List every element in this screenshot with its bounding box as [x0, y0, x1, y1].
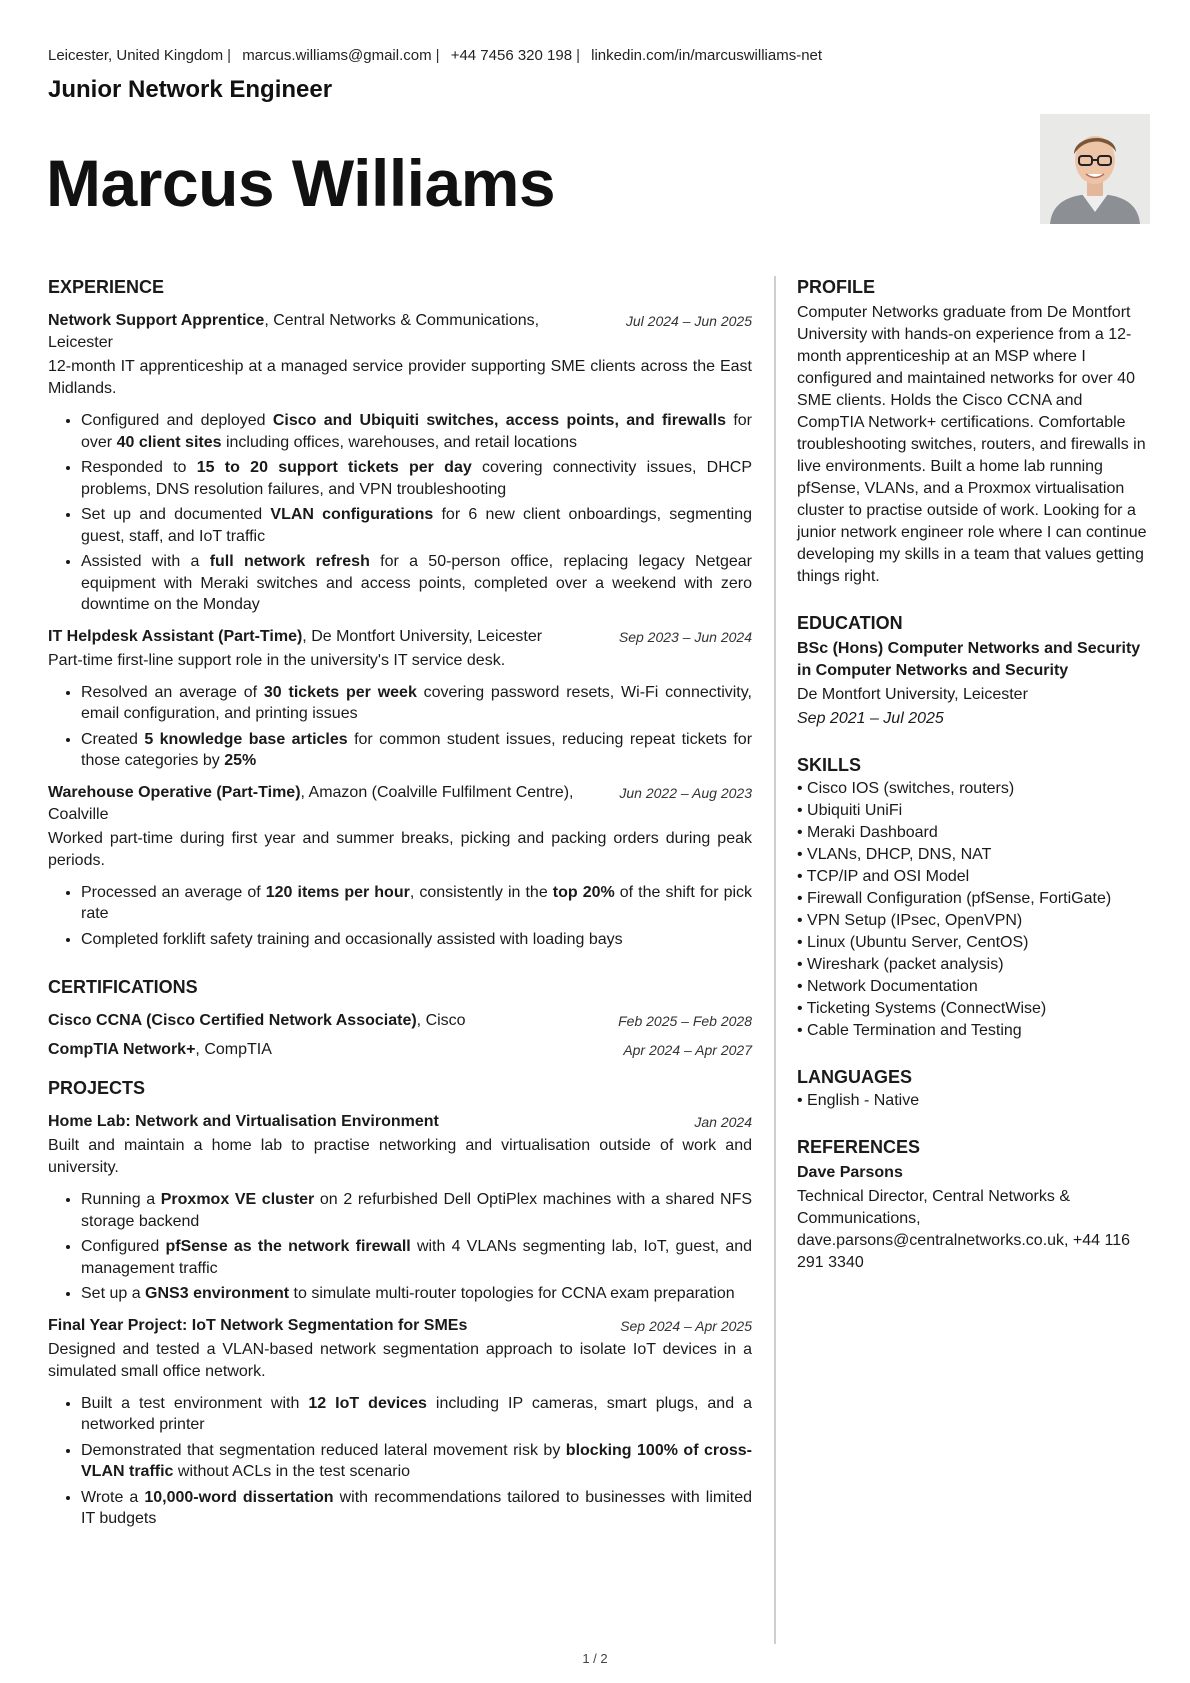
skill-item: • Linux (Ubuntu Server, CentOS)	[797, 932, 1149, 954]
contact-location: Leicester, United Kingdom	[48, 47, 224, 64]
entry	[48, 782, 752, 951]
certification-item	[48, 1039, 752, 1061]
bullet-highlight: GNS3 environment	[145, 1285, 290, 1302]
profile-photo	[1040, 114, 1150, 224]
bullet-text: of the shift for pick rate	[81, 883, 753, 922]
entry-bullets	[48, 1393, 752, 1530]
section-title-profile: PROFILE	[797, 277, 876, 297]
skill-item: • Cisco IOS (switches, routers)	[797, 778, 1149, 800]
section-title-projects: PROJECTS	[48, 1078, 146, 1098]
contact-email[interactable]: marcus.williams@gmail.com	[242, 47, 432, 64]
bullet-text: , consistently in the	[409, 883, 553, 901]
entry-role: Warehouse Operative (Part-Time)	[48, 783, 301, 801]
entry-description: Part-time first-line support role in the university's IT service desk.	[48, 651, 506, 669]
certification-item	[48, 1010, 752, 1032]
certification-date: Apr 2024 – Apr 2027	[623, 1042, 752, 1058]
entry-organization: , Central Networks & Communications, Leicester	[48, 312, 540, 351]
entry-date: Jan 2024	[694, 1114, 752, 1130]
education-school: De Montfort University, Leicester	[797, 686, 1028, 703]
bullet-text: including IP cameras, smart plugs, and a networked printer	[81, 1394, 752, 1433]
certification-name: Cisco CCNA (Cisco Certified Network Associate)	[48, 1012, 417, 1029]
section-title-references: REFERENCES	[797, 1137, 921, 1157]
bullet-text: Resolved an average of	[81, 683, 264, 701]
bullet-item	[81, 551, 752, 616]
bullet-item	[81, 457, 752, 500]
certification-issuer: , Cisco	[416, 1012, 466, 1029]
bullet-text: with 4 VLANs segmenting lab, IoT, guest, and management traffic	[81, 1238, 753, 1277]
entry-bullets	[48, 410, 752, 616]
bullet-highlight: top 20%	[552, 883, 615, 901]
bullet-highlight: 5 knowledge base articles	[144, 730, 348, 748]
entry-date: Sep 2024 – Apr 2025	[620, 1317, 752, 1334]
reference-details: Technical Director, Central Networks & Communications, dave.parsons@centralnetworks.co.uk, +44 116 291 3340	[797, 1188, 1131, 1271]
education-date: Sep 2021 – Jul 2025	[797, 710, 944, 727]
bullet-item	[81, 1393, 752, 1436]
bullet-text: Completed forklift safety training and occasionally assisted with loading bays	[81, 930, 623, 948]
entry-date: Jun 2022 – Aug 2023	[619, 784, 752, 801]
skill-item: • Network Documentation	[797, 976, 1149, 998]
candidate-name: Marcus Williams	[46, 146, 556, 220]
bullet-highlight: full network refresh	[209, 553, 370, 570]
bullet-item	[81, 1236, 752, 1279]
experience-section	[48, 276, 752, 950]
contact-bar	[48, 47, 822, 64]
bullet-text: Running a	[81, 1191, 161, 1208]
bullet-text: for over	[81, 412, 752, 451]
bullet-text: Wrote a	[81, 1488, 145, 1506]
entry	[48, 1315, 752, 1530]
skill-item: • Firewall Configuration (pfSense, FortiGate)	[797, 888, 1149, 910]
contact-phone[interactable]: +44 7456 320 198	[450, 47, 573, 64]
entry-role: Home Lab: Network and Virtualisation Environment	[48, 1113, 439, 1130]
entry-description: Designed and tested a VLAN-based network segmentation approach to isolate IoT devices in a simulated small office network.	[48, 1340, 752, 1380]
entry-header	[48, 626, 752, 648]
bullet-item	[81, 682, 752, 725]
bullet-text: Set up and documented	[81, 506, 271, 523]
skill-item: • TCP/IP and OSI Model	[797, 866, 1149, 888]
entry-header	[48, 1111, 752, 1133]
skill-item: • Ticketing Systems (ConnectWise)	[797, 998, 1149, 1020]
projects-section	[48, 1077, 752, 1530]
entry-header	[48, 782, 752, 826]
reference-name: Dave Parsons	[797, 1164, 903, 1181]
page-number: 1 / 2	[582, 1651, 608, 1666]
skill-item: • Meraki Dashboard	[797, 822, 1149, 844]
bullet-text: Configured and deployed	[81, 412, 273, 429]
entry-role: IT Helpdesk Assistant (Part-Time)	[48, 627, 303, 645]
bullet-highlight: 120 items per hour	[265, 883, 410, 901]
entry-header	[48, 1315, 752, 1337]
bullet-highlight: 30 tickets per week	[263, 683, 417, 701]
bullet-text: covering connectivity issues, DHCP problems, DNS resolution failures, and VPN troubleshooting	[81, 459, 753, 498]
bullet-text: on 2 refurbished Dell OptiPlex machines with a shared NFS storage backend	[81, 1191, 753, 1230]
bullet-item	[81, 929, 752, 951]
bullet-highlight: 15 to 20 support tickets per day	[196, 459, 472, 476]
bullet-highlight: 10,000-word dissertation	[144, 1488, 334, 1506]
bullet-text: for 6 new client onboardings, segmenting guest, staff, and IoT traffic	[81, 506, 752, 545]
certifications-list	[48, 1010, 752, 1061]
bullet-highlight: VLAN configurations	[270, 506, 434, 523]
contact-separator: |	[576, 47, 580, 64]
bullet-highlight: Cisco and Ubiquiti switches, access points, and firewalls	[272, 412, 726, 429]
entry-bullets	[48, 1189, 752, 1305]
bullet-text: Built a test environment with	[81, 1394, 309, 1412]
contact-separator: |	[227, 47, 232, 64]
skill-item: • Cable Termination and Testing	[797, 1020, 1149, 1042]
languages-section	[797, 1066, 1149, 1112]
entry-role: Network Support Apprentice	[48, 312, 265, 329]
skill-item: • VPN Setup (IPsec, OpenVPN)	[797, 910, 1149, 932]
skill-item: • VLANs, DHCP, DNS, NAT	[797, 844, 1149, 866]
bullet-item	[81, 1440, 752, 1483]
bullet-text: for a 50-person office, replacing legacy Netgear equipment with Meraki switches and access points, completed over a weekend with zero downtime on the Monday	[81, 553, 752, 613]
languages-list	[797, 1090, 1149, 1112]
entry-role: Final Year Project: IoT Network Segmentation for SMEs	[48, 1316, 468, 1334]
entry	[48, 310, 752, 616]
certifications-section	[48, 976, 752, 1061]
bullet-text: Processed an average of	[81, 883, 266, 901]
bullet-text: without ACLs in the test scenario	[173, 1463, 411, 1480]
entry-date: Sep 2023 – Jun 2024	[618, 628, 752, 645]
section-title-skills: SKILLS	[797, 755, 862, 775]
experience-list	[48, 310, 752, 950]
bullet-highlight: 25%	[224, 752, 257, 769]
entry-organization: , De Montfort University, Leicester	[302, 627, 543, 645]
entry	[48, 626, 752, 772]
bullet-text: Configured	[81, 1238, 166, 1255]
bullet-text: Set up a	[81, 1285, 146, 1302]
column-divider	[774, 276, 776, 1644]
bullet-item	[81, 1189, 752, 1232]
contact-separator: |	[435, 47, 440, 64]
bullet-text: Assisted with a	[81, 553, 210, 570]
skills-list	[797, 778, 1149, 1042]
entry-organization: , Amazon (Coalville Fulfilment Centre), Coalville	[48, 783, 574, 823]
certification-issuer: , CompTIA	[195, 1041, 272, 1058]
section-title-languages: LANGUAGES	[797, 1067, 913, 1087]
bullet-highlight: 12 IoT devices	[308, 1394, 427, 1412]
bullet-text: Responded to	[81, 459, 197, 476]
section-title-experience: EXPERIENCE	[48, 277, 165, 297]
skill-item: • Ubiquiti UniFi	[797, 800, 1149, 822]
bullet-text: with recommendations tailored to businesses with limited IT budgets	[81, 1488, 753, 1527]
bullet-text: Created	[81, 730, 145, 748]
bullet-item	[81, 504, 752, 547]
entry-description: Built and maintain a home lab to practise networking and virtualisation outside of work and university.	[48, 1137, 752, 1176]
bullet-highlight: blocking 100% of cross-VLAN traffic	[81, 1441, 752, 1480]
sidebar-column	[797, 276, 1149, 1298]
section-title-education: EDUCATION	[797, 613, 903, 633]
section-title-certifications: CERTIFICATIONS	[48, 977, 198, 997]
skill-item: • Wireshark (packet analysis)	[797, 954, 1149, 976]
language-item: • English - Native	[797, 1090, 1149, 1112]
projects-list	[48, 1111, 752, 1530]
bullet-text: for common student issues, reducing repeat tickets for those categories by	[81, 730, 753, 769]
bullet-item	[81, 1283, 752, 1305]
bullet-highlight: Proxmox VE cluster	[160, 1191, 315, 1208]
bullet-text: including offices, warehouses, and retail locations	[221, 433, 577, 451]
bullet-highlight: 40 client sites	[116, 433, 222, 451]
entry-description: Worked part-time during first year and summer breaks, picking and packing orders during peak periods.	[48, 829, 752, 869]
entry-date: Jul 2024 – Jun 2025	[625, 313, 752, 329]
main-column	[48, 276, 752, 1540]
bullet-item	[81, 729, 752, 772]
bullet-text: to simulate multi-router topologies for CCNA exam preparation	[289, 1285, 735, 1302]
education-degree: BSc (Hons) Computer Networks and Security in Computer Networks and Security	[797, 640, 1141, 679]
references-section	[797, 1136, 1149, 1274]
skills-section	[797, 754, 1149, 1042]
certification-date: Feb 2025 – Feb 2028	[618, 1013, 752, 1029]
bullet-highlight: pfSense as the network firewall	[165, 1238, 411, 1255]
contact-linkedin[interactable]: linkedin.com/in/marcuswilliams-net	[591, 47, 823, 64]
certification-name: CompTIA Network+	[48, 1041, 196, 1058]
education-section	[797, 612, 1149, 730]
bullet-text: Demonstrated that segmentation reduced lateral movement risk by	[81, 1441, 566, 1459]
bullet-item	[81, 1487, 752, 1530]
bullet-item	[81, 882, 752, 925]
bullet-item	[81, 410, 752, 453]
entry-header	[48, 310, 752, 354]
entry-description: 12-month IT apprenticeship at a managed service provider supporting SME clients across the East Midlands.	[48, 358, 752, 397]
bullet-text: covering password resets, Wi-Fi connectivity, email configuration, and printing issues	[81, 683, 752, 722]
job-title: Junior Network Engineer	[48, 76, 333, 103]
entry	[48, 1111, 752, 1305]
entry-bullets	[48, 682, 752, 772]
profile-section	[797, 276, 1149, 588]
entry-bullets	[48, 882, 752, 951]
profile-text: Computer Networks graduate from De Montfort University with hands-on experience from a 12-month apprenticeship at an MSP where I configured and maintained networks for over 40 SME clients. Holds the Cisco CCNA and CompTIA Network+ certifications. Comfortable troubleshooting switches, routers, and firewalls in live environments. Built a home lab running pfSense, VLANs, and a Proxmox virtualisation cluster to practise outside of work. Looking for a junior network engineer role where I can continue developing my skills in a team that values getting things right.	[797, 304, 1147, 585]
